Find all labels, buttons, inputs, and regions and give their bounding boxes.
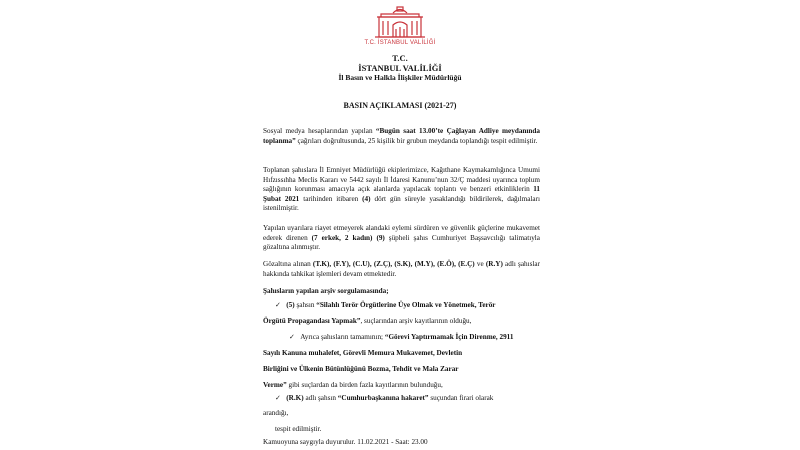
number: (9) xyxy=(376,233,385,242)
number: (4) xyxy=(362,194,371,203)
text: adlı şahıslar hakkında tahkikat işlemleri devam etmektedir. xyxy=(263,260,540,278)
quoted-call: “Bugün saat 13.00’te Çağlayan Adliye meydanında toplanma” xyxy=(263,127,540,145)
tespit-line: tespit edilmiştir. xyxy=(275,425,322,433)
header-governorship: İSTANBUL VALİLİĞİ xyxy=(358,63,442,73)
text: çağrıları doğrultusunda, 25 kişilik bir grubun meydanda toplandığı tespit edilmiştir. xyxy=(295,136,538,145)
charge: Birliğini ve Ülkenin Bütünlüğünü Bozma, Tehdit ve Mala Zarar xyxy=(263,365,459,373)
text: şahsın xyxy=(294,301,317,309)
initials: (R.Y) xyxy=(485,260,503,268)
charge: Örgütü Propagandası Yapmak” xyxy=(263,317,361,325)
header-tc: T.C. xyxy=(392,53,408,63)
header-directorate: İl Basın ve Halkla İlişkiler Müdürlüğü xyxy=(338,73,462,82)
check-icon: ✓ xyxy=(289,333,295,341)
text: Yapılan uyarılara riayet etmeyerek alandaki eylemi sürdüren ve güvenlik güçlerine mukavemet ederek direnen xyxy=(263,224,540,242)
section-heading xyxy=(263,287,540,296)
text: şüpheli şahıs Cumhuriyet Başsavcılığı talimatıyla gözaltına alınmıştır. xyxy=(263,233,540,252)
list-item-2-cont xyxy=(263,381,540,390)
gender-count: (7 erkek, 2 kadın) xyxy=(311,233,373,242)
check-icon: ✓ xyxy=(275,394,281,402)
text: , suçlarından arşiv kayıtlarının olduğu, xyxy=(360,317,472,325)
text: dört gün süreyle yasaklandığı bildirilerek, dağılmaları istenilmiştir. xyxy=(263,194,540,213)
text: adlı şahsın xyxy=(303,394,338,402)
logo-caption: T.C. İSTANBUL VALİLİĞİ xyxy=(364,40,436,46)
footer-announcement: Kamuoyuna saygıyla duyurulur. 11.02.2021 - Saat: 23.00 xyxy=(263,438,428,446)
text: suçundan firari olarak xyxy=(428,394,494,402)
list-item-2-cont xyxy=(263,365,540,374)
list-item-3-cont xyxy=(263,409,540,418)
list-item-3 xyxy=(275,394,552,403)
governorship-building-icon xyxy=(363,3,437,59)
date: 11 Şubat 2021 xyxy=(263,185,540,203)
text: Toplanan şahıslara İl Emniyet Müdürlüğü ekiplerimizce, Kağıthane Kaymakamlığınca Umumi Hıfzıssıhha Meclis Kararı ve 5442 sayılı İl İdaresi Kanunu’nun 32/Ç maddesi uyarınca toplum sağlığının korunması amacıyla açık alanlarda yapılacak toplantı ve benzeri etkinliklerin xyxy=(263,166,540,194)
document-title: BASIN AÇIKLAMASI (2021-27) xyxy=(343,101,457,110)
charge: Verme” xyxy=(263,381,287,389)
text: arandığı, xyxy=(263,409,289,417)
heading-text: Şahısların yapılan arşiv sorgulamasında; xyxy=(263,287,389,295)
count: (5) xyxy=(286,301,295,309)
text: Sosyal medya hesaplarından yapılan xyxy=(263,127,376,135)
charge: “Görevi Yaptırmamak İçin Direnme, 2911 xyxy=(384,333,514,341)
paragraph-1 xyxy=(263,127,540,146)
list-item-1-cont xyxy=(263,317,540,326)
text: ve xyxy=(474,260,486,268)
list-item-1 xyxy=(275,301,552,310)
charge: “Silahlı Terör Örgütlerine Üye Olmak ve Yönetmek, Terör xyxy=(316,301,496,309)
paragraph-4 xyxy=(263,260,540,279)
initials: (R.K) xyxy=(286,394,304,402)
check-icon: ✓ xyxy=(275,301,281,309)
initials-list: (T.K), (F.Y), (C.U), (Z.Ç), (S.K), (M.Y), (E.Ö), (E.Ç) xyxy=(312,260,475,268)
paragraph-3 xyxy=(263,224,540,253)
text: tarihinden itibaren xyxy=(299,194,363,203)
list-item-2-cont xyxy=(263,349,540,358)
charge: “Cumhurbaşkanına hakaret” xyxy=(337,394,429,402)
text: gibi suçlardan da birden fazla kayıtlarının bulunduğu, xyxy=(286,381,443,389)
text: Ayrıca şahısların tamamının; xyxy=(300,333,385,341)
paragraph-2 xyxy=(263,166,540,214)
list-item-2 xyxy=(289,333,566,342)
text: Gözaltına alınan xyxy=(263,260,313,268)
charge: Sayılı Kanuna muhalefet, Görevli Memura Mukavemet, Devletin xyxy=(263,349,463,357)
